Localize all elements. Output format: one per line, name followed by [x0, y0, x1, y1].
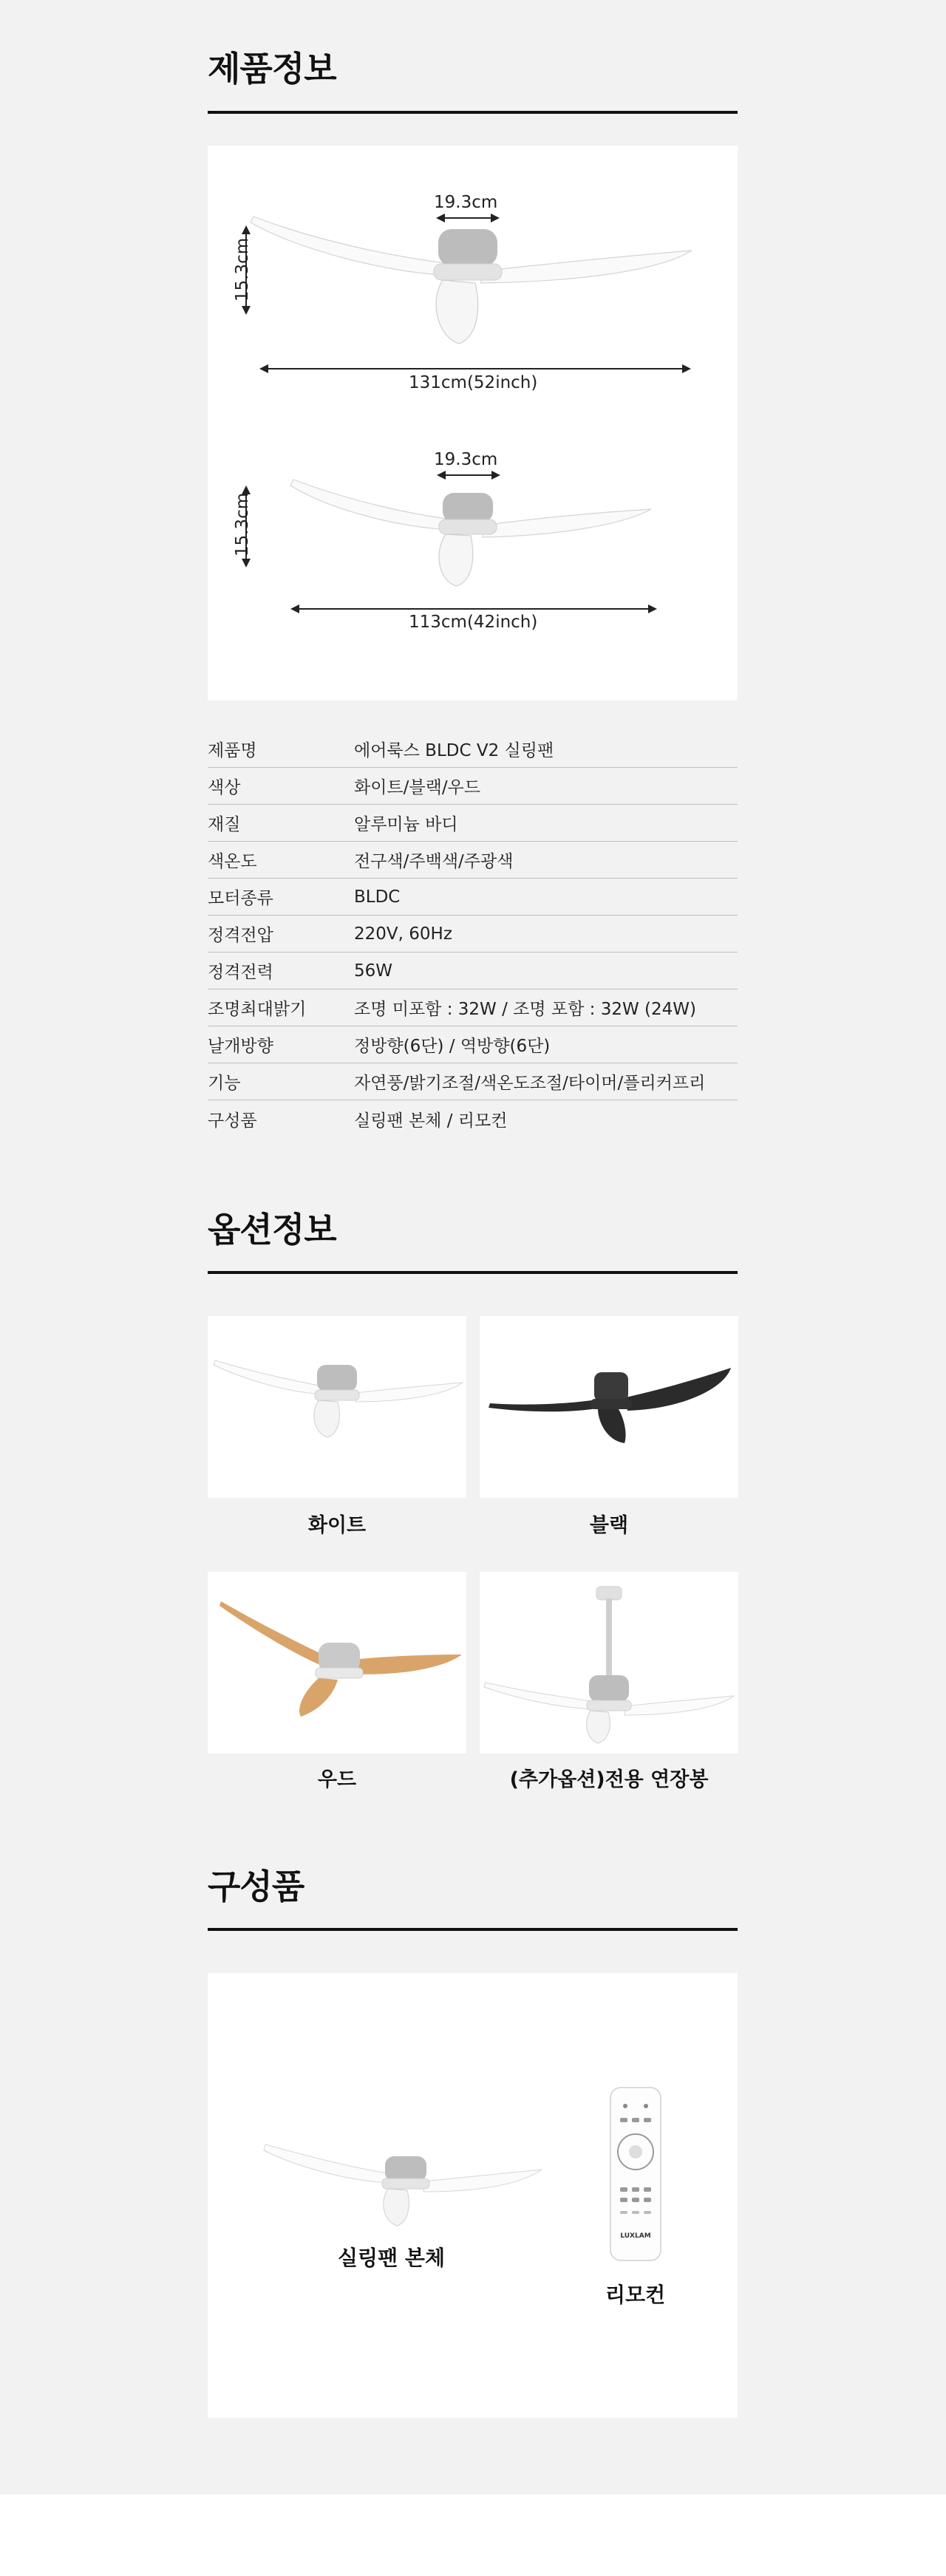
option-image-white[interactable] [208, 1316, 466, 1498]
table-row [208, 953, 738, 989]
spec-label: 조명최대밝기 [208, 1000, 307, 1019]
table-row [208, 1100, 738, 1137]
spec-label: 정격전압 [208, 926, 273, 945]
white-fan-image [208, 1316, 466, 1498]
option-label-white: 화이트 [307, 1514, 367, 1537]
fan-52-span-label: 131cm(52inch) [409, 373, 538, 392]
spec-table [208, 731, 738, 1137]
dimension-diagram-panel [208, 146, 738, 701]
extension-rod-fan-image [480, 1572, 738, 1754]
spec-label: 재질 [208, 815, 241, 834]
table-row [208, 1063, 738, 1100]
options-header [208, 1210, 738, 1250]
table-row [208, 989, 738, 1026]
option-image-black[interactable] [480, 1316, 738, 1498]
fan-body-drawing [264, 2144, 542, 2226]
components-header [208, 1867, 738, 1907]
fan-52-height-label: 15.3cm [233, 237, 252, 302]
spec-label: 모터종류 [208, 889, 273, 908]
option-image-wood[interactable] [208, 1572, 466, 1754]
components-image [208, 1973, 738, 2418]
option-label-black: 블랙 [589, 1514, 629, 1537]
spec-label: 날개방향 [208, 1037, 273, 1056]
spec-value: 조명 미포함 : 32W / 조명 포함 : 32W (24W) [354, 1000, 696, 1019]
section-divider [208, 111, 738, 114]
option-image-extension-rod[interactable] [480, 1572, 738, 1754]
fan-52-motor-width-label: 19.3cm [434, 193, 498, 212]
product-info-header [208, 49, 738, 89]
table-row [208, 879, 738, 916]
component-label-remote: 리모컨 [605, 2283, 666, 2307]
table-row [208, 842, 738, 879]
section-title-options: 옵션정보 [208, 1210, 336, 1250]
table-row [208, 768, 738, 805]
spec-label: 제품명 [208, 741, 257, 760]
spec-value: 정방향(6단) / 역방향(6단) [354, 1037, 551, 1056]
components-panel [208, 1973, 738, 2418]
fan-42-span-label: 113cm(42inch) [409, 613, 538, 632]
spec-label: 색상 [208, 778, 241, 797]
spec-value: 에어룩스 BLDC V2 실링팬 [354, 741, 554, 760]
section-title-product-info: 제품정보 [208, 49, 336, 89]
remote-brand: LUXLAM [620, 2232, 651, 2240]
option-label-wood: 우드 [317, 1768, 357, 1791]
option-label-extension-rod: (추가옵션)전용 연장봉 [509, 1768, 709, 1791]
fan-42-motor-width-label: 19.3cm [434, 450, 498, 469]
spec-value: 전구색/주백색/주광색 [354, 852, 514, 871]
spec-value: 56W [354, 961, 393, 981]
section-title-components: 구성품 [208, 1867, 304, 1907]
spec-value: 알루미늄 바디 [354, 815, 458, 834]
section-divider [208, 1928, 738, 1931]
spec-value: 화이트/블랙/우드 [354, 778, 481, 797]
section-divider [208, 1271, 738, 1274]
table-row [208, 1026, 738, 1063]
table-row [208, 731, 738, 768]
fan-42-height-label: 15.3cm [233, 492, 252, 557]
spec-value: 자연풍/밝기조절/색온도조절/타이머/플리커프리 [354, 1074, 706, 1093]
spec-value: 220V, 60Hz [354, 924, 452, 944]
table-row [208, 916, 738, 953]
wood-fan-image [208, 1572, 466, 1754]
spec-value: 실링팬 본체 / 리모컨 [354, 1111, 508, 1131]
fan-52-drawing [246, 217, 692, 369]
spec-label: 색온도 [208, 852, 257, 871]
spec-label: 정격전력 [208, 963, 273, 982]
spec-value: BLDC [354, 887, 401, 907]
spec-label: 구성품 [208, 1111, 257, 1131]
component-label-fan-body: 실링팬 본체 [338, 2246, 445, 2270]
spec-label: 기능 [208, 1074, 241, 1093]
table-row [208, 805, 738, 842]
fan-42-drawing [246, 475, 653, 609]
black-fan-image [480, 1316, 738, 1498]
